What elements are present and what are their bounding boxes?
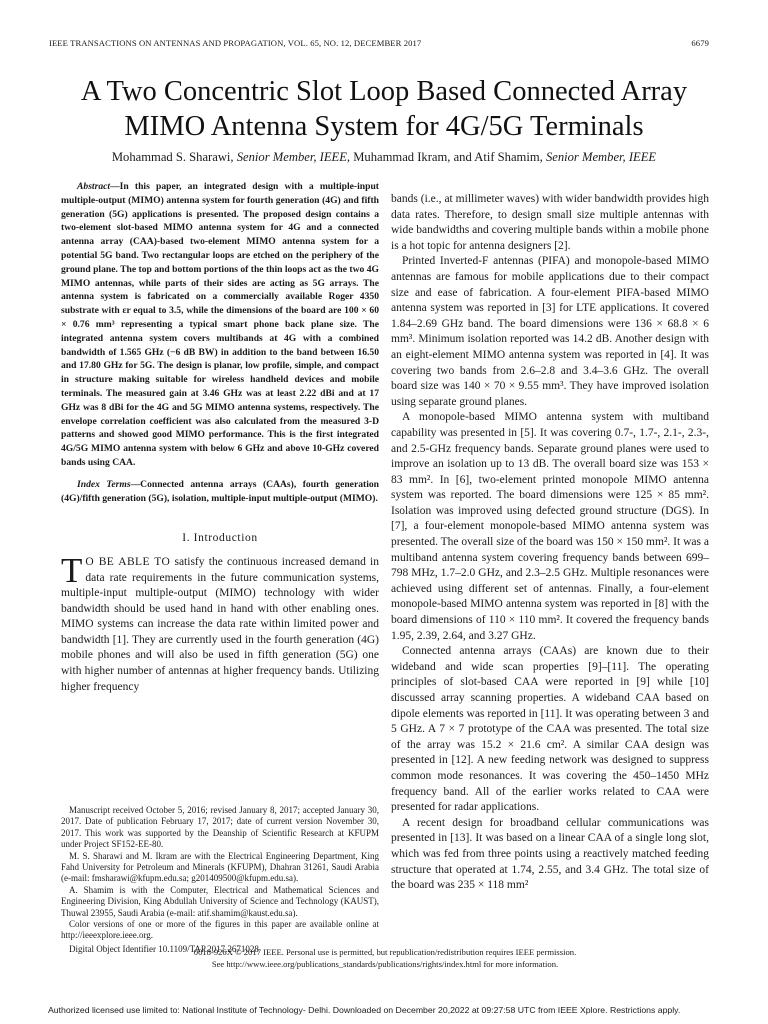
- journal-name: IEEE TRANSACTIONS ON ANTENNAS AND PROPAGATION, VOL. 65, NO. 12, DECEMBER 2017: [49, 38, 422, 48]
- abstract-text: —In this paper, an integrated design with a multiple-input multiple-output (MIMO) antenna system for fourth generation (4G) and fifth generation (5G) applications is presented. The proposed design contains a two-element slot-based MIMO antenna system for 4G and a connected antenna array (CAA)-based two-element MIMO antenna system for a potential 5G band. Two rectangular loops are etched on the periphery of the ground plane. The top and bottom portions of the thin loops act as the two 4G MIMO antennas, while parts of their sides are acting as 5G arrays. The antenna system is fabricated on a commercially available Roger 4350 substrate with εr equal to 3.5, while the dimensions of the board are 100 × 60 × 0.76 mm³ representing a typical smart phone back plane size. The integrated antenna system covers multibands at 4G with a combined bandwidth of 1.565 GHz (−6 dB BW) in addition to the band between 16.50 and 17.80 GHz for 5G. The design is planar, low profile, simple, and compact in structure making suitable for wireless handheld devices and mobile terminals. The measured gain at 3.46 GHz was at least 2.22 dBi and at 17 GHz was 8 dBi for the 4G and 5G MIMO antenna systems, respectively. The envelope correlation coefficient was also calculated from the measured 3-D patterns and showed good MIMO performance. This is the first integrated 4G/5G MIMO antenna system with below 6 GHz and above 10-GHz covered bands using CAA.: [61, 181, 379, 468]
- paper-title: [30, 74, 738, 144]
- footnote-manuscript: Manuscript received October 5, 2016; revised January 8, 2017; accepted January 30, 2017. Date of publication February 17, 2017; date of current version November 30, 2017. This work was supported by the Deanship of Scientific Research at KFUPM under Project SF152-EE-80.: [61, 805, 379, 850]
- index-terms: [61, 478, 379, 506]
- title-line-1: A Two Concentric Slot Loop Based Connected Array: [80, 76, 688, 107]
- copyright-notice: [61, 947, 709, 971]
- copyright-line-2: See http://www.ieee.org/publications_standards/publications/rights/index.html for more information.: [211, 958, 559, 969]
- authorized-use-notice: Authorized licensed use limited to: National Institute of Technology- Delhi. Downloaded on December 20,2022 at 09:27:58 UTC from IEEE Xplore. Restrictions apply.: [48, 1005, 681, 1015]
- drop-cap: T: [61, 550, 83, 590]
- author-1-name: Mohammad S. Sharawi,: [111, 150, 234, 164]
- author-3-role: Senior Member, IEEE: [545, 150, 657, 164]
- right-paragraph-2: Printed Inverted-F antennas (PIFA) and monopole-based MIMO antennas are famous for mobile applications due to their compact size and ease of fabrication. A four-element PIFA-based MIMO antenna system was reported in [3] for LTE applications. It covered 1.84–2.69 GHz band. The board dimensions were 136 × 68.8 × 6 mm³. Minimum isolation reported was 14.2 dB. Another design with an eight-element MIMO antenna system was reported in [4]. It was covering two bands from 2.6–2.8 and 3.4–3.6 GHz. The overall board size was 140 × 70 × 9.55 mm³. They have improved isolation using separate ground planes.: [391, 255, 709, 408]
- right-column: [391, 192, 709, 894]
- intro-text: satisfy the continuous increased demand in data rate requirements in the future communication systems, multiple-input multiple-output (MIMO) technology with wider bandwidth should be used hand in hand with other enabling ones. MIMO systems can increase the data rate within limited power and bandwidth [1]. They are currently used in the fourth generation (4G) mobile phones and will also be used in fifth generation (5G) one with higher number of antennas at higher frequency bands. Utilizing higher frequency: [61, 555, 380, 693]
- intro-lead: O BE ABLE TO: [85, 555, 171, 568]
- author-separator: , Muhammad Ikram, and Atif Shamim,: [346, 150, 543, 164]
- copyright-line-1: 0018-926X © 2017 IEEE. Personal use is permitted, but republication/redistribution requires IEEE permission.: [193, 947, 577, 957]
- running-head: [49, 38, 709, 48]
- left-column: [61, 180, 379, 695]
- abstract: [61, 180, 379, 470]
- author-1-role: Senior Member, IEEE: [236, 150, 347, 164]
- footnote-affiliation-2: A. Shamim is with the Computer, Electrical and Mathematical Sciences and Engineering Division, King Abdullah University of Science and Technology (KAUST), Thuwal 23955, Saudi Arabia (e-mail: atif.shamim@kaust.edu.sa).: [61, 884, 379, 918]
- footnote-doi: Digital Object Identifier 10.1109/TAP.2017.2671028: [69, 943, 259, 954]
- title-line-2: MIMO Antenna System for 4G/5G Terminals: [124, 111, 644, 142]
- author-list: [30, 150, 738, 165]
- footnotes: [61, 805, 379, 955]
- right-paragraph-4: Connected antenna arrays (CAAs) are known due to their wideband and wide scan properties [9]–[11]. The operating principles of slot-based CAA were reported in [9] while [10] discussed array scanning properties. A wideband CAA based on dipole elements was reported in [11]. It was operating between 3 and 5 GHz. A 7 × 7 prototype of the CAA was presented. The total size of the array was 15.2 × 21.6 cm². A similar CAA design was presented in [12]. A new feeding network was designed to suppress common mode resonances. It was covering the 450–1450 MHz frequency band. All of the earlier works related to CAA were presented for radar applications.: [391, 645, 709, 814]
- footnote-color: Color versions of one or more of the figures in this paper are available online at http://ieeexplore.ieee.org.: [61, 919, 379, 941]
- index-terms-text: —Connected antenna arrays (CAAs), fourth generation (4G)/fifth generation (5G), isolation, multiple-input multiple-output (MIMO).: [61, 478, 379, 504]
- index-terms-lead: Index Terms: [77, 478, 131, 490]
- intro-paragraph-1: [61, 550, 380, 695]
- section-heading-introduction: I. Introduction: [182, 532, 258, 545]
- footnote-affiliation-1: M. S. Sharawi and M. Ikram are with the Electrical Engineering Department, King Fahd University for Petroleum and Minerals (KFUPM), Dhahran 31261, Saudi Arabia (e-mail: fmsharawi@kfupm.edu.sa; g201409500@kfupm.edu.sa).: [61, 850, 379, 884]
- abstract-lead: Abstract: [77, 181, 111, 192]
- right-paragraph-3: A monopole-based MIMO antenna system with multiband capability was presented in [5]. It was covering 0.7-, 1.7-, 2.1-, 2.3-, and 2.5-GHz frequency bands. Separate ground planes were used to improve an isolation up to 13 dB. The overall board size was 153 × 83 mm². In [6], two-element printed monopole MIMO antenna system was reported. The board dimensions were 125 × 85 mm². Isolation was improved using defected ground structure (DGS). In [7], a four-element monopole-based MIMO antenna system was presented. The overall size of the board was 150 × 150 mm². It was a multiband antenna system covering frequency bands between 699–798 MHz, 1.7–2.0 GHz, and 2.3–2.5 GHz. Multiple resonances were achieved using different set of antennas. Finally, a four-element monopole-based MIMO antenna system was reported in [8] with the board dimensions of 110 × 110 mm². It covered the frequency bands 1.95, 2.39, 2.64, and 3.27 GHz.: [391, 411, 709, 642]
- right-paragraph-5: A recent design for broadband cellular communications was presented in [13]. It was based on a linear CAA of a single long slot, which was fed from three points using a reactively matched feeding structure that operated at 1.74, 2.55, and 3.4 GHz. The total size of the board was 235 × 118 mm²: [391, 816, 709, 892]
- right-paragraph-1: bands (i.e., at millimeter waves) with wider bandwidth provides high data rates. Therefore, to design small size multiple antennas with wide bandwidths and covering multiple bands within a mobile phone is a hot topic for antenna designers [2].: [391, 193, 709, 252]
- page-number: 6679: [691, 38, 709, 48]
